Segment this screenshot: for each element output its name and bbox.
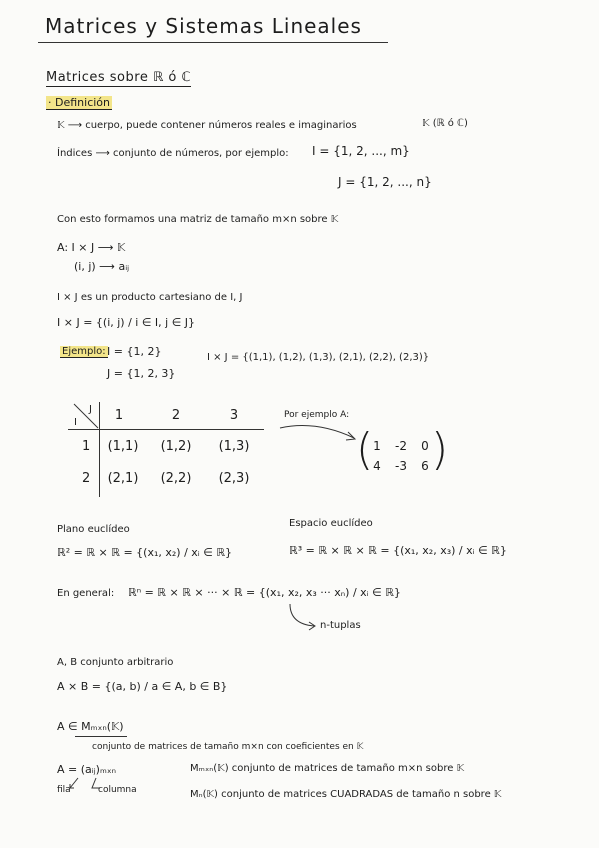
matrix-entry: 4	[373, 459, 381, 473]
table-cell: (1,1)	[107, 439, 139, 454]
indices-definition: Índices ⟶ conjunto de números, por ejemplo:	[57, 148, 289, 159]
table-col-header: 3	[229, 408, 239, 423]
ab-formula: A × B = {(a, b) / a ∈ A, b ∈ B}	[57, 680, 228, 693]
k-note: 𝕂 (ℝ ó ℂ)	[422, 118, 468, 129]
columna-label: columna	[98, 785, 137, 795]
table-row-header: 2	[82, 471, 91, 486]
example-label: Ejemplo:	[62, 346, 106, 357]
i-set: I = {1, 2, ..., m}	[312, 144, 410, 158]
page-title: Matrices y Sistemas Lineales	[45, 14, 362, 38]
a-definition: A = (aᵢⱼ)ₘₓₙ	[57, 763, 117, 776]
espacio-title: Espacio euclídeo	[289, 518, 373, 529]
cartesian-line: I × J es un producto cartesiano de I, J	[57, 292, 243, 303]
matrix-right-paren: )	[431, 424, 449, 475]
section-heading: Matrices sobre ℝ ó ℂ	[46, 70, 192, 85]
matrix-left-paren: (	[356, 424, 374, 475]
form-matrix-line: Con esto formamos una matriz de tamaño m×n sobre 𝕂	[57, 214, 339, 225]
table-col-header: 1	[114, 408, 124, 423]
matrix-entry: 1	[373, 439, 381, 453]
definition-bullet	[46, 96, 112, 109]
example-i-set: I = {1, 2}	[107, 345, 162, 358]
map-element: (i, j) ⟶ aᵢⱼ	[74, 260, 130, 273]
fila-label: fila	[57, 785, 71, 795]
table-cell: (2,1)	[107, 471, 139, 486]
cartesian-definition: I × J = {(i, j) / i ∈ I, j ∈ J}	[57, 316, 196, 329]
example-j-set: J = {1, 2, 3}	[107, 367, 176, 380]
plano-formula: ℝ² = ℝ × ℝ = {(x₁, x₂) / xᵢ ∈ ℝ}	[57, 546, 233, 559]
espacio-formula: ℝ³ = ℝ × ℝ × ℝ = {(x₁, x₂, x₃) / xᵢ ∈ ℝ}	[289, 544, 507, 557]
table-row-header: 1	[82, 439, 91, 454]
table-col-header: 2	[171, 408, 181, 423]
table-header-rule	[68, 429, 264, 430]
map-definition: A: I × J ⟶ 𝕂	[57, 241, 126, 254]
general-label: En general:	[57, 588, 115, 599]
table-corner-j: J	[89, 404, 92, 415]
example-product: I × J = {(1,1), (1,2), (1,3), (2,1), (2,2), (2,3)}	[207, 352, 430, 363]
m-underline	[75, 736, 127, 737]
table-cell: (2,2)	[160, 471, 192, 486]
matrix-entry: 6	[421, 459, 429, 473]
j-set: J = {1, 2, ..., n}	[338, 175, 432, 189]
mmxn-description: Mₘₓₙ(𝕂) conjunto de matrices de tamaño m×n sobre 𝕂	[190, 763, 465, 774]
table-cell: (2,3)	[218, 471, 250, 486]
table-corner-i: I	[74, 417, 77, 428]
title-underline	[38, 42, 388, 43]
a-in-m: A ∈ Mₘₓₙ(𝕂)	[57, 720, 124, 733]
general-formula: ℝⁿ = ℝ × ℝ × ··· × ℝ = {(x₁, x₂, x₃ ··· xₙ) / xᵢ ∈ ℝ}	[128, 586, 401, 599]
matrix-entry: -3	[395, 459, 407, 473]
curved-arrow-icon	[276, 420, 362, 446]
matrix-entry: -2	[395, 439, 407, 453]
table-cell: (1,3)	[218, 439, 250, 454]
matrix-entry: 0	[421, 439, 429, 453]
example-arrow-label: Por ejemplo A:	[284, 410, 350, 420]
mn-description: Mₙ(𝕂) conjunto de matrices CUADRADAS de tamaño n sobre 𝕂	[190, 789, 502, 800]
ab-line: A, B conjunto arbitrario	[57, 657, 174, 668]
plano-title: Plano euclídeo	[57, 524, 130, 535]
table-cell: (1,2)	[160, 439, 192, 454]
k-definition: 𝕂 ⟶ cuerpo, puede contener números reales e imaginarios	[57, 120, 357, 131]
tuplas-arrow-icon	[284, 602, 320, 632]
definition-label: · Definición	[48, 96, 110, 109]
tuplas-label: n-tuplas	[320, 620, 361, 631]
m-caption: conjunto de matrices de tamaño m×n con coeficientes en 𝕂	[92, 742, 364, 752]
